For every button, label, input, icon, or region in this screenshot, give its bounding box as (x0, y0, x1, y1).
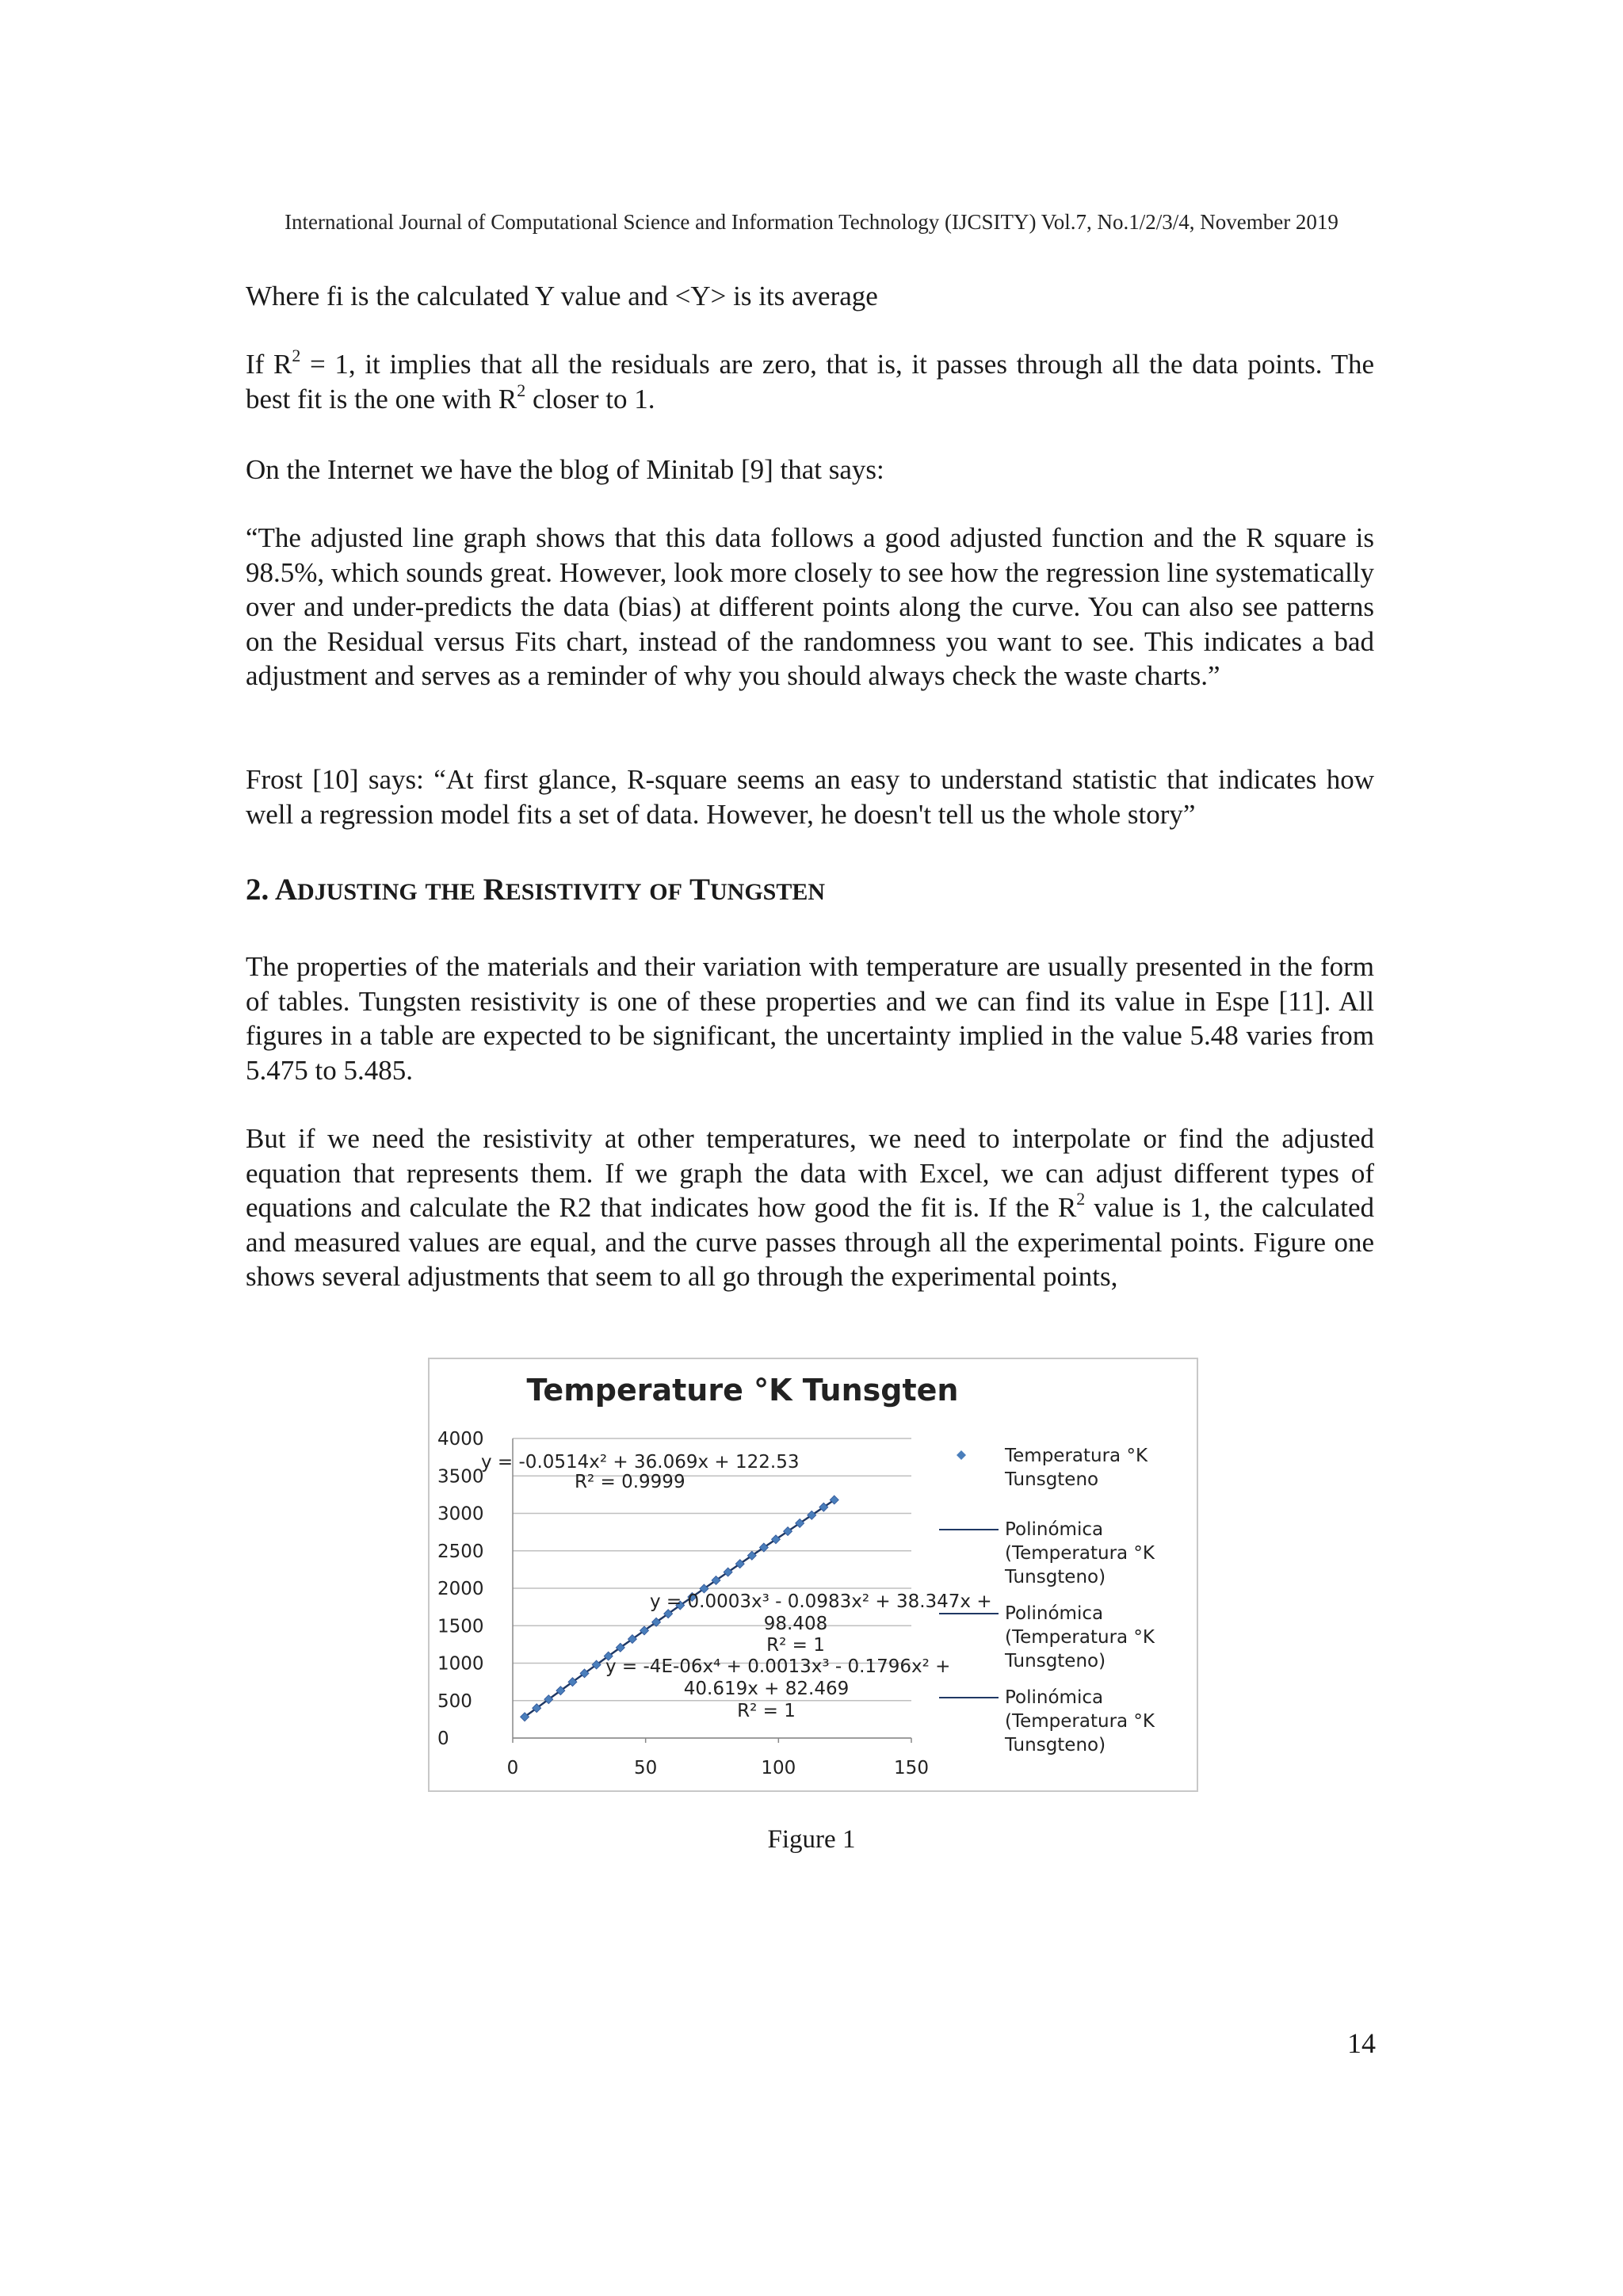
legend-trendline-2-label: Polinómica (1005, 1603, 1104, 1624)
running-header: International Journal of Computational Science and Information Technology (IJCSITY) Vol.7, No.1/2/3/4, November 2019 (285, 210, 1338, 234)
x-tick-label: 150 (894, 1758, 929, 1778)
trendline-2-equation: y = 0.0003x³ - 0.0983x² + 38.347x + (650, 1591, 992, 1612)
y-tick-label: 2000 (437, 1579, 484, 1599)
x-tick-label: 100 (761, 1758, 796, 1778)
paragraph-r-squared: If $R^2 = 1$, it implies that all the residuals are zero, that is, it passes through all the data points. The best fit is the one with $R^2$ closer to 1. (246, 346, 1374, 415)
legend-trendline-1-label: (Temperatura °K (1005, 1543, 1155, 1564)
trendline-3-equation-cont: 40.619x + 82.469 (683, 1679, 850, 1699)
trendline-1-r2: R² = 0.9999 (575, 1472, 685, 1492)
x-tick-label: 50 (634, 1758, 658, 1778)
trendline-2-r2: R² = 1 (766, 1635, 825, 1656)
figure-1 (428, 1358, 1198, 1792)
chart (430, 1359, 1197, 1790)
paragraph-properties: The properties of the materials and their variation with temperature are usually presented in the form of tables. Tungsten resistivity is one of these properties and we can find its value in Espe [11]. All figures in a table are expected to be significant, the uncertainty implied in the value 5.48 varies from 5.475 to 5.485. (246, 951, 1374, 1086)
legend-trendline-2-label: Tunsgteno) (1005, 1651, 1106, 1671)
paragraph-interpolation: But if we need the resistivity at other temperatures, we need to interpolate or find the adjusted equation that represents them. If we graph the data with Excel, we can adjust different types of equations and calculate the R2 that indicates how good the fit is. If the $R^2$ value is 1, the calculated and measured values are equal, and the curve passes through all the experimental points. Figure one shows several adjustments that seem to all go through the experimental points, (246, 1123, 1374, 1292)
legend-trendline-3-label: (Temperatura °K (1005, 1711, 1155, 1732)
section-heading: 2. ADJUSTING THE RESISTIVITY OF TUNGSTEN (246, 873, 826, 907)
legend-trendline-1-label: Tunsgteno) (1005, 1567, 1106, 1587)
paragraph-minitab-quote: “The adjusted line graph shows that this data follows a good adjusted function and the R square is 98.5%, which sounds great. However, look more closely to see how the regression line systematically over and under-predicts the data (bias) at different points along the curve. You can also see patterns on the Residual versus Fits chart, instead of the randomness you want to see. This indicates a bad adjustment and serves as a reminder of why you should always check the waste charts.” (246, 522, 1374, 691)
trendline-2-equation-cont: 98.408 (763, 1614, 828, 1634)
legend-series-name: Temperatura °K (1005, 1446, 1148, 1466)
legend-trendline-3-label: Tunsgteno) (1005, 1735, 1106, 1755)
figure-caption: Figure 1 (767, 1825, 856, 1854)
paragraph-frost-quote: Frost [10] says: “At first glance, R-square seems an easy to understand statistic that indicates how well a regression model fits a set of data. However, he doesn't tell us the whole story” (246, 764, 1374, 830)
trendline-3-equation: y = -4E-06x⁴ + 0.0013x³ - 0.1796x² + (605, 1656, 951, 1677)
y-tick-label: 3500 (437, 1466, 484, 1488)
y-tick-label: 1500 (437, 1616, 484, 1637)
chart-title: Temperature °K Tunsgten (526, 1373, 959, 1408)
y-tick-label: 2500 (437, 1541, 484, 1562)
y-tick-label: 4000 (437, 1429, 484, 1450)
legend-trendline-1-label: Polinómica (1005, 1519, 1104, 1540)
y-tick-label: 0 (437, 1729, 449, 1749)
legend-trendline-2-label: (Temperatura °K (1005, 1627, 1155, 1648)
x-tick-label: 0 (506, 1758, 519, 1778)
legend-series-name-cont: Tunsgteno (1005, 1469, 1099, 1490)
y-tick-label: 1000 (437, 1653, 484, 1675)
paragraph-average: Where fi is the calculated Y value and <Y> is its average (246, 281, 878, 311)
paragraph-minitab-intro: On the Internet we have the blog of Minitab [9] that says: (246, 454, 884, 485)
legend-marker-series (957, 1450, 966, 1460)
legend-trendline-3-label: Polinómica (1005, 1687, 1104, 1708)
y-tick-label: 3000 (437, 1503, 484, 1525)
y-tick-label: 500 (437, 1690, 472, 1712)
trendline-1-equation: y = -0.0514x² + 36.069x + 122.53 (481, 1452, 800, 1473)
trendline-3-r2: R² = 1 (737, 1701, 796, 1721)
page-number: 14 (1347, 2027, 1376, 2059)
